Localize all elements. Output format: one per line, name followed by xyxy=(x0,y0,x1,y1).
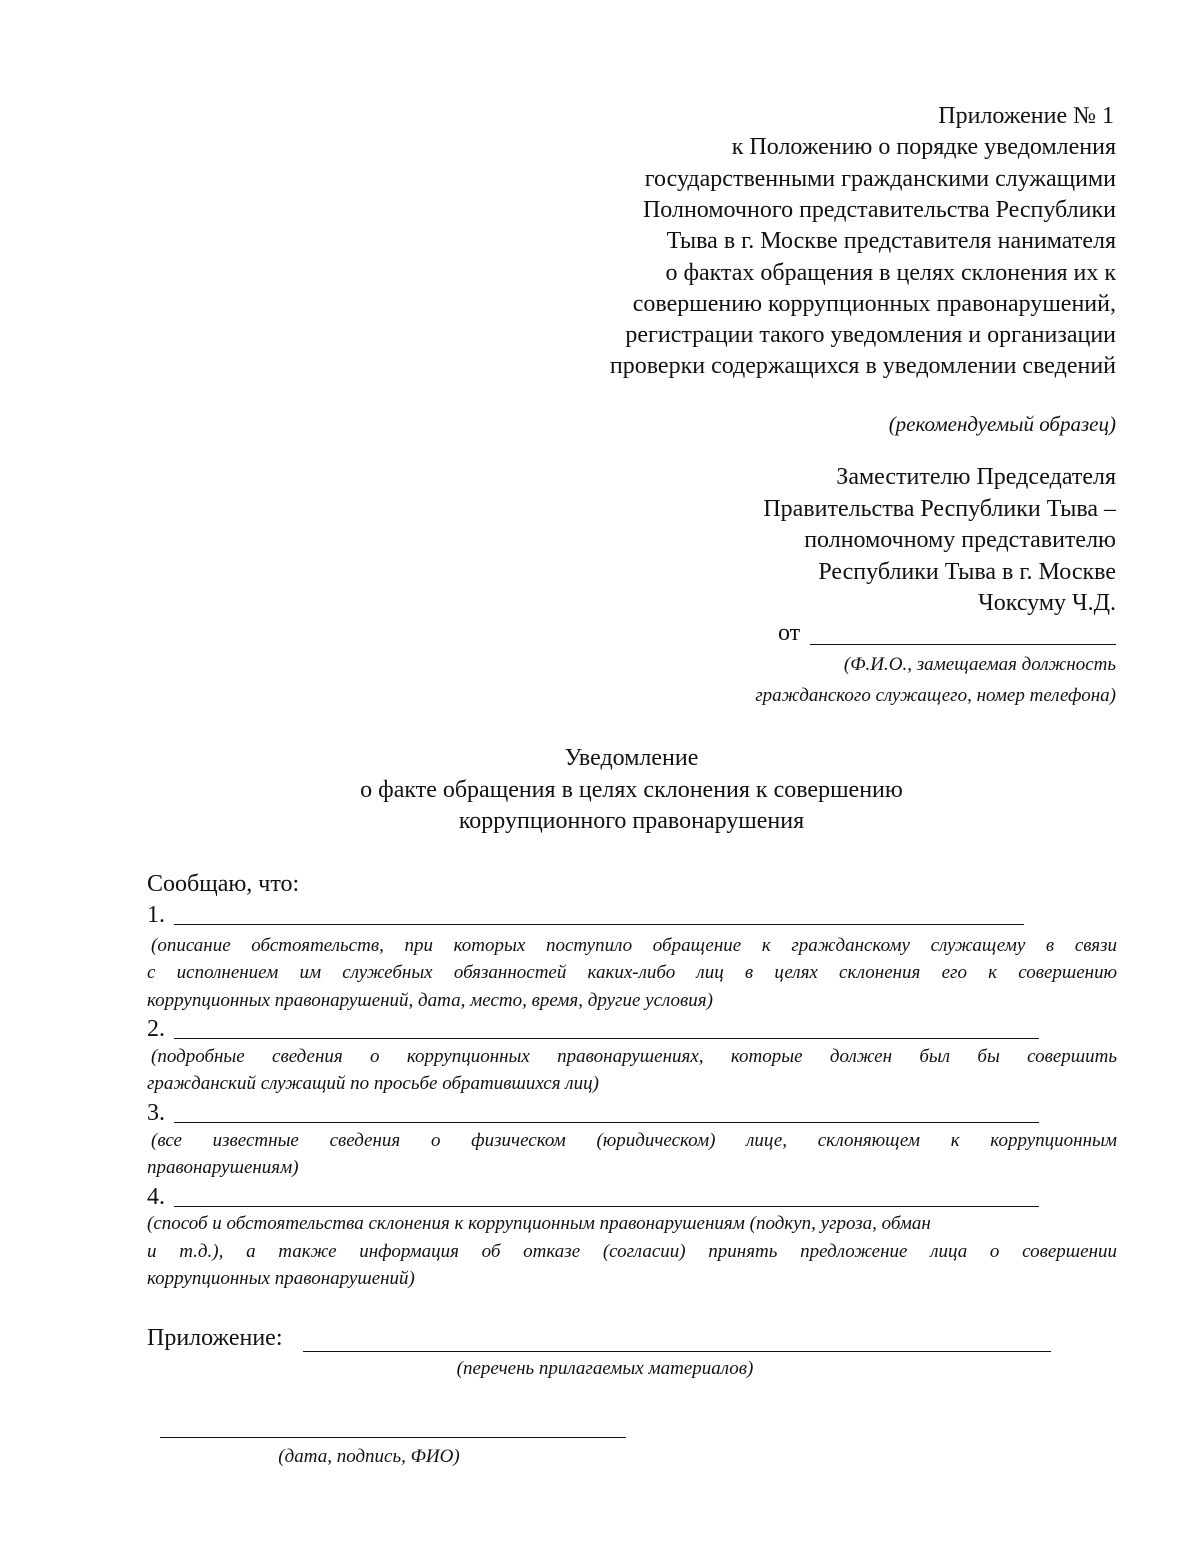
intro-text: Сообщаю, что: xyxy=(147,871,300,897)
item-number: 2. xyxy=(147,1016,165,1042)
position-line: к Положению о порядке уведомления xyxy=(731,134,1116,160)
position-line: совершению коррупционных правонарушений, xyxy=(632,291,1116,317)
signature-blank-line xyxy=(160,1437,626,1438)
addressee-line: Заместителю Председателя xyxy=(836,464,1116,490)
from-blank-line xyxy=(810,644,1116,645)
item-blank-line xyxy=(174,1206,1039,1207)
item-blank-line xyxy=(174,1038,1039,1039)
attachment-hint: (перечень прилагаемых материалов) xyxy=(456,1358,754,1379)
item-hint: гражданский служащий по просьбе обратившихся лиц) xyxy=(147,1073,599,1094)
addressee-line: полномочному представителю xyxy=(804,527,1116,553)
item-number: 4. xyxy=(147,1184,165,1210)
position-line: Полномочного представительства Республики xyxy=(642,197,1116,223)
item-number: 3. xyxy=(147,1100,165,1126)
addressee-line: Правительства Республики Тыва – xyxy=(763,496,1116,522)
position-line: государственными гражданскими служащими xyxy=(644,166,1116,192)
item-hint: с исполнением им служебных обязанностей каких-либо лиц в целях склонения его к совершению xyxy=(147,962,1117,983)
item-hint: (все известные сведения о физическом (юридическом) лице, склоняющем к коррупционным xyxy=(151,1130,1117,1151)
appendix-title: Приложение № 1 xyxy=(938,103,1114,129)
addressee-name: Чоксуму Ч.Д. xyxy=(978,590,1116,616)
signature-hint: (дата, подпись, ФИО) xyxy=(278,1446,460,1467)
position-line: проверки содержащихся в уведомлении сведений xyxy=(609,353,1116,379)
item-hint: и т.д.), а также информация об отказе (согласии) принять предложение лица о совершении xyxy=(147,1241,1117,1262)
attachment-blank-line xyxy=(303,1351,1051,1352)
document-title: Уведомление xyxy=(564,745,699,771)
position-line: о фактах обращения в целях склонения их к xyxy=(665,260,1116,286)
item-blank-line xyxy=(174,1122,1039,1123)
position-line: Тыва в г. Москве представителя нанимателя xyxy=(666,228,1116,254)
item-hint: коррупционных правонарушений) xyxy=(147,1268,415,1289)
position-line: регистрации такого уведомления и организации xyxy=(625,322,1116,348)
item-blank-line xyxy=(174,924,1024,925)
item-hint: (способ и обстоятельства склонения к коррупционным правонарушениям (подкуп, угроза, обман xyxy=(147,1213,931,1234)
item-number: 1. xyxy=(147,902,165,928)
from-hint: (Ф.И.О., замещаемая должность xyxy=(843,654,1116,675)
from-label: от xyxy=(778,620,801,646)
item-hint: (описание обстоятельств, при которых поступило обращение к гражданскому служащему в связи xyxy=(151,935,1117,956)
item-hint: (подробные сведения о коррупционных правонарушениях, которые должен был бы совершить xyxy=(151,1046,1117,1067)
sample-note: (рекомендуемый образец) xyxy=(888,412,1116,436)
attachment-label: Приложение: xyxy=(147,1325,283,1351)
from-hint: гражданского служащего, номер телефона) xyxy=(755,685,1116,706)
addressee-line: Республики Тыва в г. Москве xyxy=(818,559,1116,585)
document-subtitle: коррупционного правонарушения xyxy=(458,808,805,834)
item-hint: правонарушениям) xyxy=(147,1157,299,1178)
document-subtitle: о факте обращения в целях склонения к совершению xyxy=(360,777,903,803)
item-hint: коррупционных правонарушений, дата, место, время, другие условия) xyxy=(147,990,713,1011)
